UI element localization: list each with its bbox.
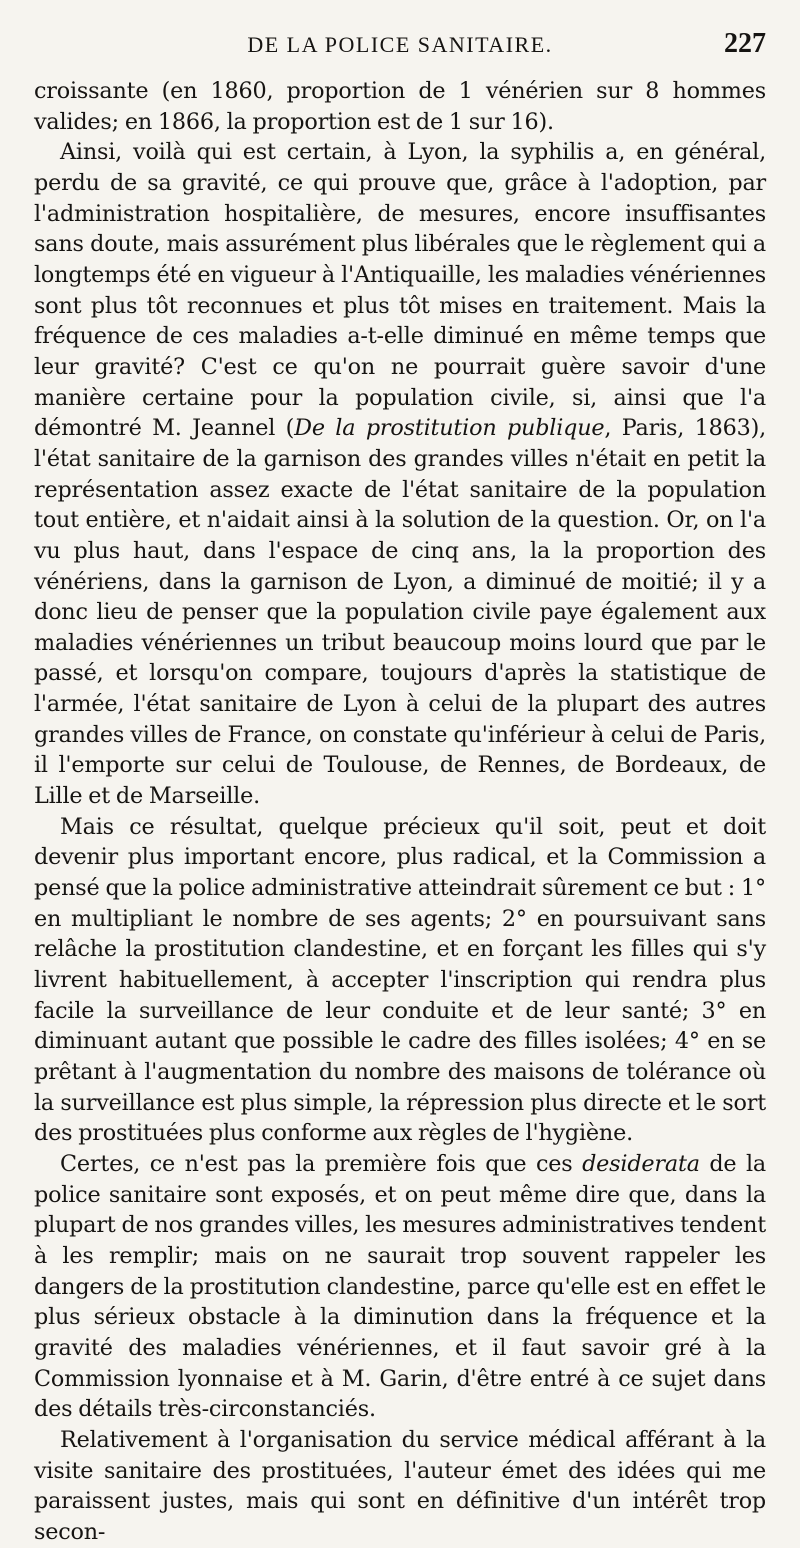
- paragraph-5-text: Relativement à l'organisation du service médical afférant à la visite sanitaire des prostituées, l'auteur émet des idées qui me paraissent justes, mais qui sont en définitive d'un intérêt trop secon-: [34, 1426, 766, 1545]
- paragraph-4-text-start: Certes, ce n'est pas la première fois que ces: [60, 1150, 583, 1177]
- paragraph-1-text: croissante (en 1860, proportion de 1 vénérien sur 8 hommes valides; en 1866, la proportion est de 1 sur 16).: [34, 78, 766, 135]
- body-text: [34, 76, 766, 1548]
- paragraph-3-text: Mais ce résultat, quelque précieux qu'il soit, peut et doit devenir plus important encore, plus radical, et la Commission a pensé que la police administrative atteindrait sûrement ce but : 1° en multipliant le nombre de ses agents; 2° en poursuivant sans relâche la prostitution clandestine, et en forçant les filles qui s'y livrent habituellement, à accepter l'inscription qui rendra plus facile la surveillance de leur conduite et de leur santé; 3° en diminuant autant que possible le cadre des filles isolées; 4° en se prêtant à l'augmentation du nombre des maisons de tolérance où la surveillance est plus simple, la répression plus directe et le sort des prostituées plus conforme aux règles de l'hygiène.: [34, 813, 766, 1147]
- paragraph-4-text-end: de la police sanitaire sont exposés, et on peut même dire que, dans la plupart de nos grandes villes, les mesures administratives tendent à les remplir; mais on ne saurait trop souvent rappeler les dangers de la prostitution clandestine, parce qu'elle est en effet le plus sérieux obstacle à la diminution dans la fréquence et la gravité des maladies vénériennes, et il faut savoir gré à la Commission lyonnaise et à M. Garin, d'être entré à ce sujet dans des détails très-circonstanciés.: [34, 1150, 767, 1423]
- paragraph-3: [34, 812, 766, 1149]
- paragraph-5: [34, 1425, 766, 1548]
- running-head: [34, 28, 766, 70]
- paragraph-2-text-end: , Paris, 1863), l'état sanitaire de la garnison des grandes villes n'était en petit la représentation assez exacte de l'état sanitaire de la population tout entière, et n'aidait ainsi à la solution de la question. Or, on l'a vu plus haut, dans l'espace de cinq ans, la la proportion des vénériens, dans la garnison de Lyon, a diminué de moitié; il y a donc lieu de penser que la population civile paye également aux maladies vénériennes un tribut beaucoup moins lourd que par le passé, et lorsqu'on compare, toujours d'après la statistique de l'armée, l'état sanitaire de Lyon à celui de la plupart des autres grandes villes de France, on constate qu'inférieur à celui de Paris, il l'emporte sur celui de Toulouse, de Rennes, de Bordeaux, de Lille et de Marseille.: [34, 415, 766, 810]
- paragraph-2-text-start: Ainsi, voilà qui est certain, à Lyon, la syphilis a, en général, perdu de sa gravité, ce qui prouve que, grâce à l'adoption, par l'administration hospitalière, de mesures, encore insuffisantes sans doute, mais assurément plus libérales que le règlement qui a longtemps été en vigueur à l'Antiquaille, les maladies vénériennes sont plus tôt reconnues et plus tôt mises en traitement. Mais la fréquence de ces maladies a-t-elle diminué en même temps que leur gravité? C'est ce qu'on ne pourrait guère savoir d'une manière certaine pour la population civile, si, ainsi que l'a démontré M. Jeannel (: [34, 139, 766, 442]
- book-page: [34, 28, 766, 1548]
- running-title: DE LA POLICE SANITAIRE.: [247, 32, 553, 57]
- latin-term: desiderata: [582, 1150, 700, 1177]
- paragraph-4: [34, 1149, 766, 1425]
- paragraph-2: [34, 137, 766, 811]
- page-number: 227: [724, 28, 766, 59]
- paragraph-1: [34, 76, 766, 137]
- citation-title: De la prostitution publique: [294, 415, 605, 442]
